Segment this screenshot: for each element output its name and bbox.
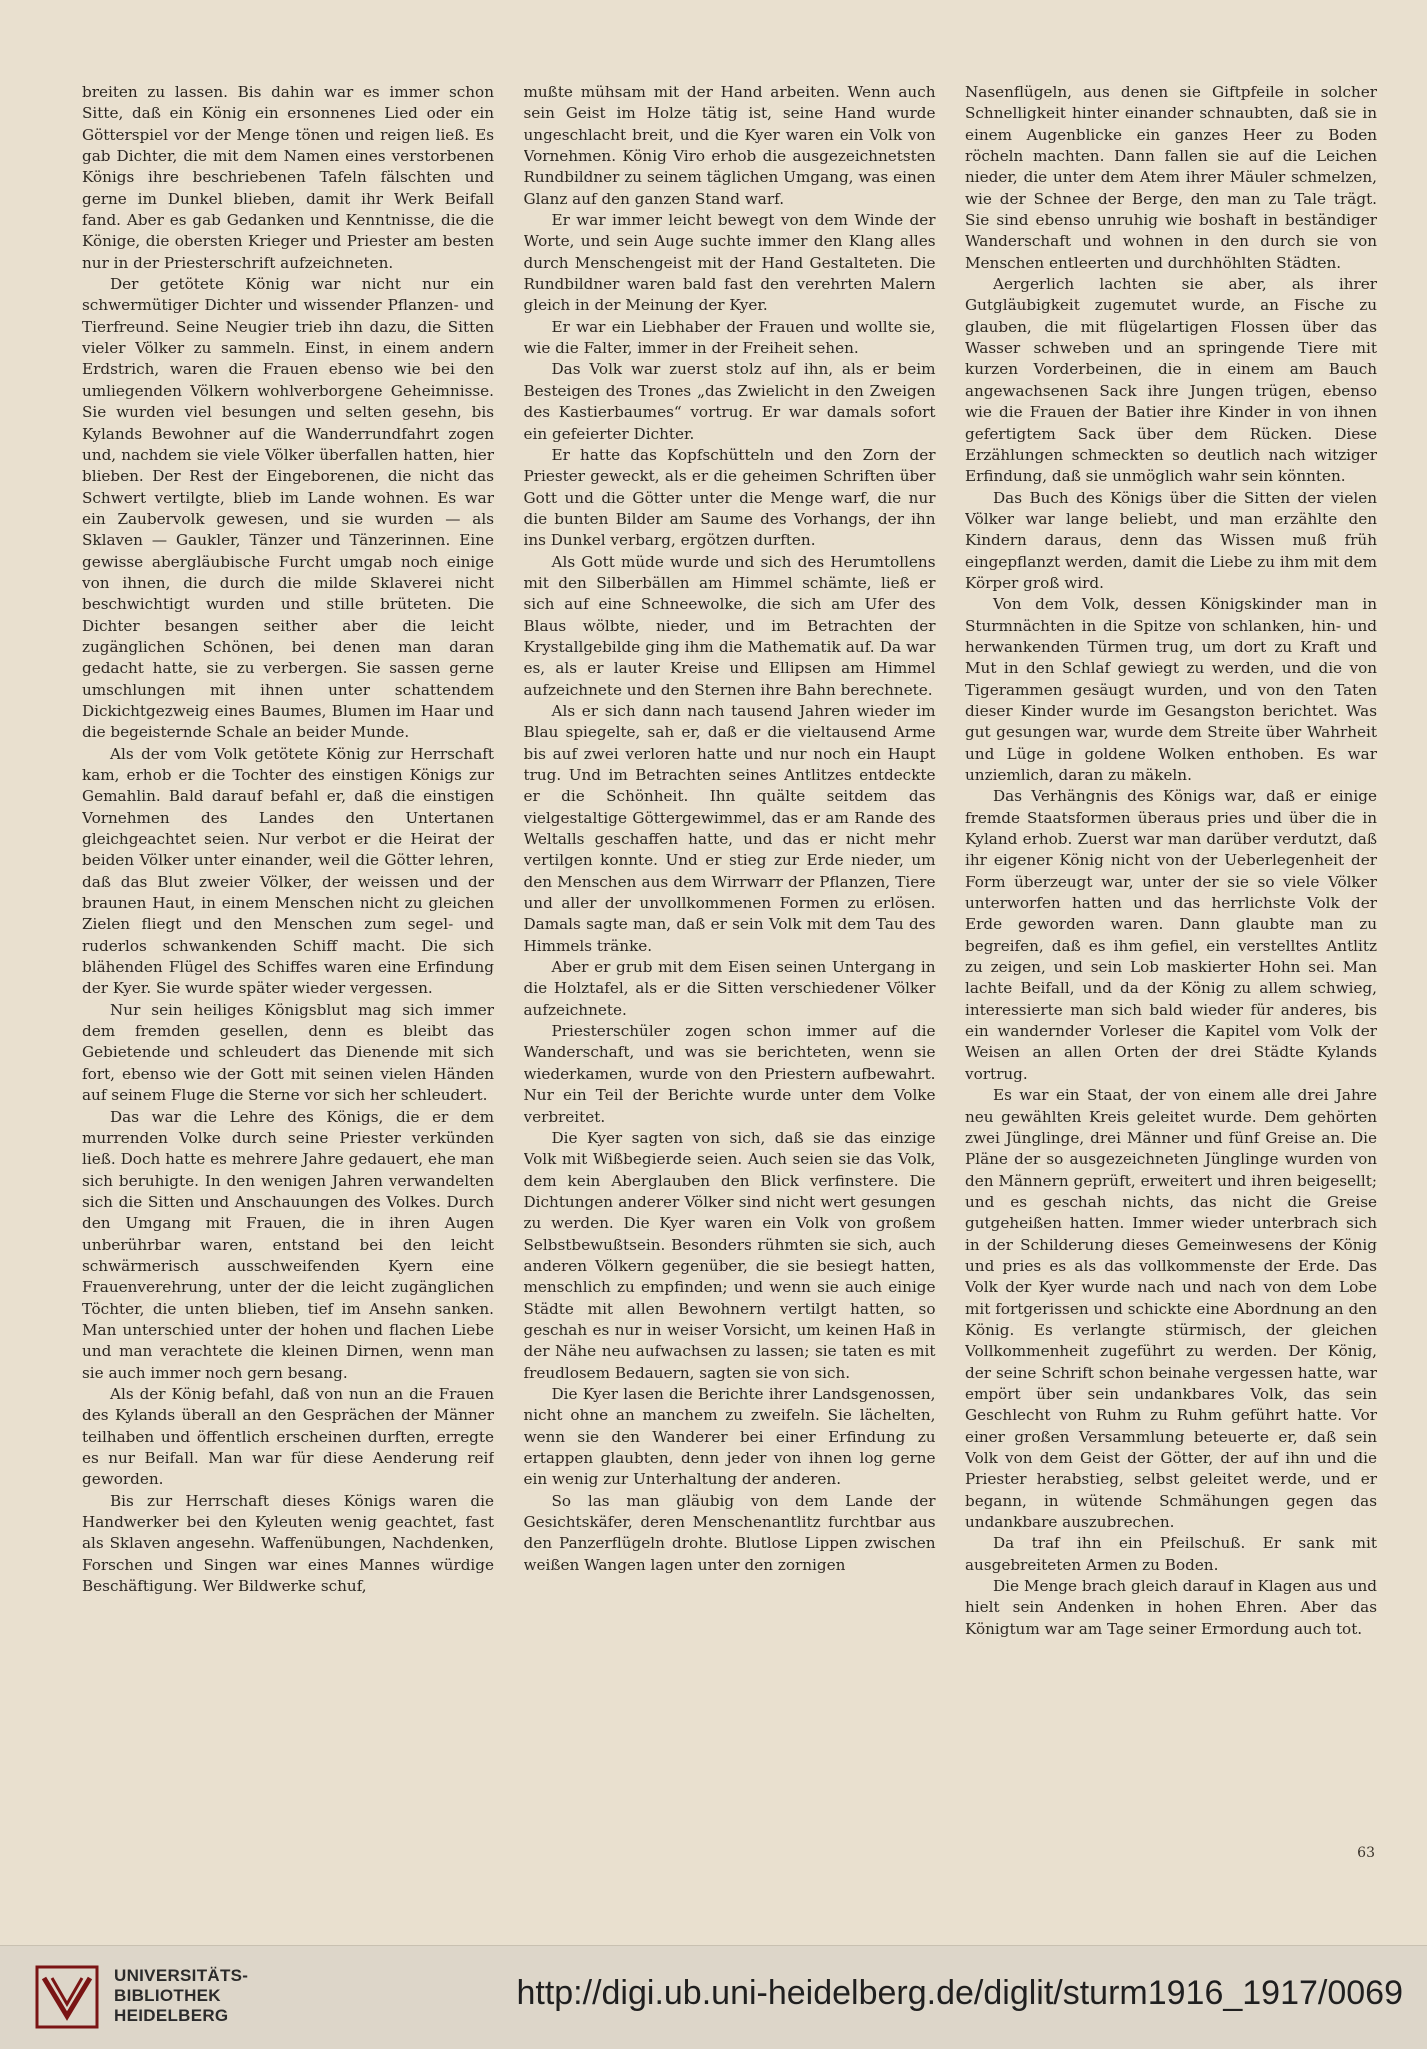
institution-line: UNIVERSITÄTS- [114,1966,249,1985]
paragraph: Die Kyer lasen die Berichte ihrer Landsgenossen, nicht ohne an manchem zu zweifeln. Sie lächelten, wenn sie den Wanderer bei einer Erfindung zu ertappen glaubten, denn jeder von ihnen log gerne ein wenig zur Unterhaltung der anderen. [523,1384,936,1489]
paragraph: Nasenflügeln, aus denen sie Giftpfeile in solcher Schnelligkeit hinter einander schnaubten, daß sie in einem Augenblicke ein ganzes Heer zu Boden röcheln machten. Dann fallen sie auf die Leichen nieder, die unter dem Atem ihrer Mäuler schmelzen, wie der Schnee der Berge, den man zu Tale trägt. Sie sind ebenso unruhig wie boshaft in beständiger Wanderschaft und wohnen in den durch sie von Menschen entleerten und durchhöhlten Städten. [965,83,1377,272]
paragraph: Er war ein Liebhaber der Frauen und wollte sie, wie die Falter, immer in der Freiheit sehen. [523,317,936,358]
paragraph: Er war immer leicht bewegt von dem Winde der Worte, und sein Auge suchte immer den Klang alles durch Menschengeist mit der Hand Gestalteten. Die Rundbildner waren bald fast den verehrten Malern gleich in der Meinung der Kyer. [523,211,936,315]
paragraph: Es war ein Staat, der von einem alle drei Jahre neu gewählten Kreis geleitet wurde. Dem gehörten zwei Jünglinge, drei Männer und fünf Greise an. Die Pläne der so ausgezeichneten Jünglinge wurden von den Männern geprüft, erweitert und ihren beigesellt; und es geschah nichts, das nicht die Greise gutgeheißen hatten. Immer wieder unterbrach sich in der Schilderung dieses Gemeinwesens der König und pries es als das vollkommenste der Erde. Das Volk der Kyer wurde nach und nach von dem Lobe mit fortgerissen und schickte eine Abordnung an den König. Es verlangte stürmisch, der gleichen Vollkommenheit zugeführt zu werden. Der König, der seine Schrift schon beinahe vergessen hatte, war empört über sein undankbares Volk, das sein Geschlecht von Ruhm zu Ruhm geführt hatte. Vor einer großen Versammlung beteuerte er, daß sein Volk von dem Geist der Götter, der auf ihn und die Priester herabstieg, selbst geleitet werde, und er begann, in wütende Schmähungen gegen das undankbare auszubrechen. [965,1086,1377,1532]
paragraph: Als der König befahl, daß von nun an die Frauen des Kylands überall an den Gesprächen der Männer teilhaben und öffentlich erscheinen durften, erregte es nur Beifall. Man war für diese Aenderung reif geworden. [82,1384,494,1489]
institution-line: HEIDELBERG [114,2006,229,2025]
paragraph: Aber er grub mit dem Eisen seinen Untergang in die Holztafel, als er die Sitten verschiedener Völker aufzeichnete. [523,958,936,1019]
paragraph: Da traf ihn ein Pfeilschuß. Er sank mit ausgebreiteten Armen zu Boden. [965,1534,1377,1574]
paragraph: mußte mühsam mit der Hand arbeiten. Wenn auch sein Geist im Holze tätig ist, seine Hand wurde ungeschlacht breit, und die Kyer waren ein Volk von Vornehmen. König Viro erhob die ausgezeichnetsten Rundbildner zu seinem täglichen Umgang, was einen Glanz auf den ganzen Stand warf. [523,83,936,208]
paragraph: Als der vom Volk getötete König zur Herrschaft kam, erhob er die Tochter des einstigen Königs zur Gemahlin. Bald darauf befahl er, daß die einstigen Vornehmen des Landes den Untertanen gleichgeachtet seien. Nur verbot er die Heirat der beiden Völker unter einander, weil die Götter lehren, daß das Blut zweier Völker, der weissen und der braunen Haut, in einem Menschen nicht zu gleichen Zielen fliegt und den Menschen zum segel- und ruderlos schwankenden Schiff macht. Die sich blähenden Flügel des Schiffes waren eine Erfindung der Kyer. Sie wurde später wieder vergessen. [82,744,494,998]
paragraph: Bis zur Herrschaft dieses Königs waren die Handwerker bei den Kyleuten wenig geachtet, fast als Sklaven angesehn. Waffenübungen, Nachdenken, Forschen und Singen war eines Mannes würdige Beschäftigung. Wer Bildwerke schuf, [82,1491,494,1596]
paragraph: Priesterschüler zogen schon immer auf die Wanderschaft, und was sie berichteten, wenn sie wiederkamen, wurde von den Priestern aufbewahrt. Nur ein Teil der Berichte wurde unter dem Volke verbreitet. [523,1022,936,1126]
university-seal-icon [34,1964,100,2030]
paragraph: Das war die Lehre des Königs, die er dem murrenden Volke durch seine Priester verkünden ließ. Doch hatte es mehrere Jahre gedauert, ehe man sich beruhigte. In den wenigen Jahren verwandelten sich die Sitten und Anschauungen des Volkes. Durch den Umgang mit Frauen, die in ihren Augen unberührbar waren, entstand bei den leicht schwärmerisch ausschweifenden Kyern eine Frauenverehrung, unter der die leicht zugänglichen Töchter, die unten blieben, tief im Ansehn sanken. Man unterschied unter der hohen und flachen Liebe und man verachtete die kleinen Dirnen, wenn man sie auch immer noch gern besang. [82,1107,494,1382]
footer-bar [0,1945,1427,2049]
paragraph: Als Gott müde wurde und sich des Herumtollens mit den Silberbällen am Himmel schämte, ließ er sich auf eine Schneewolke, die sich am Ufer des Blaus wölbte, nieder, und im Betrachten der Krystallgebilde ging ihm die Mathematik auf. Da war es, als er lauter Kreise und Ellipsen am Himmel aufzeichnete und den Sternen ihre Bahn berechnete. [523,552,936,699]
paragraph: Der getötete König war nicht nur ein schwermütiger Dichter und wissender Pflanzen- und Tierfreund. Seine Neugier trieb ihn dazu, die Sitten vieler Völker zu sammeln. Einst, in einem andern Erdstrich, waren die Frauen ebenso wie bei den umliegenden Völkern wohlverborgene Geheimnisse. Sie wurden viel besungen und selten gesehn, bis Kylands Bewohner auf die Wanderrundfahrt zogen und, nachdem sie viele Völker überfallen hatten, hier blieben. Der Rest der Eingeborenen, die nicht das Schwert vertilgte, blieb im Lande wohnen. Es war ein Zaubervolk gewesen, und sie wurden — als Sklaven — Gaukler, Tänzer und Tänzerinnen. Eine gewisse abergläubische Furcht umgab noch einige von ihnen, die durch die milde Sklaverei nicht beschwichtigt wurden und stille brüteten. Die Dichter besangen seither aber die leicht zugänglichen Schönen, bei denen man daran gedacht hatte, sie zu verbergen. Sie sassen gerne umschlungen mit ihnen unter schattendem Dickichtgezweig eines Baumes, Blumen im Haar und die begeisternde Schale an beider Munde. [82,275,494,742]
institution-line: BIBLIOTHEK [114,1986,221,2005]
column-3 [965,82,1377,1882]
paragraph: Das Volk war zuerst stolz auf ihn, als er beim Besteigen des Trones „das Zwielicht in den Zweigen des Kastierbaumes“ vortrug. Er war damals sofort ein gefeierter Dichter. [523,360,936,443]
paragraph: Von dem Volk, dessen Königskinder man in Sturmnächten in die Spitze von schlanken, hin- und herwankenden Türmen trug, um dort zu Kraft und Mut in den Schlaf gewiegt zu werden, und die von Tigerammen gesäugt wurden, und von den Taten dieser Kinder wurde im Gesangston berichtet. Was gut gesungen war, wurde dem Streite über Wahrheit und Lüge in goldene Wolken enthoben. Es war unziemlich, daran zu mäkeln. [965,595,1377,784]
paragraph: Er hatte das Kopfschütteln und den Zorn der Priester geweckt, als er die geheimen Schriften über Gott und die Götter unter die Menge warf, die nur die bunten Bilder am Saume des Vorhangs, der ihn ins Dunkel verbarg, ergötzen durften. [523,445,936,550]
column-1 [82,82,494,1882]
paragraph: Aergerlich lachten sie aber, als ihrer Gutgläubigkeit zugemutet wurde, an Fische zu glauben, die mit flügelartigen Flossen über das Wasser schweben und an springende Tiere mit kurzen Vorderbeinen, die in einem am Bauch angewachsenen Sack ihre Jungen trügen, ebenso wie die Frauen der Batier ihre Kinder in von ihnen gefertigtem Sack über dem Rücken. Diese Erzählungen schmeckten so deutlich nach witziger Erfindung, daß sie unmöglich wahr sein könnten. [965,275,1377,486]
page-number: 63 [1357,1845,1375,1861]
paragraph: So las man gläubig von dem Lande der Gesichtskäfer, deren Menschenantlitz furchtbar aus den Panzerflügeln drohte. Blutlose Lippen zwischen weißen Wangen lagen unter den zornigen [523,1491,936,1574]
paragraph: Das Buch des Königs über die Sitten der vielen Völker war lange beliebt, und man erzählte den Kindern daraus, denn das Wissen muß früh eingepflanzt werden, damit die Liebe zu ihm mit dem Körper groß wird. [965,488,1377,592]
institution-name [114,1966,248,2026]
paragraph: breiten zu lassen. Bis dahin war es immer schon Sitte, daß ein König ein ersonnenes Lied oder ein Götterspiel vor der Menge tönen und reigen ließ. Es gab Dichter, die mit dem Namen eines verstorbenen Königs ihre beschriebenen Tafeln fälschten und gerne im Dunkel blieben, damit ihr Werk Beifall fand. Aber es gab Gedanken und Kenntnisse, die die Könige, die obersten Krieger und Priester am besten nur in der Priesterschrift aufzeichneten. [82,83,494,272]
text-columns [82,82,1377,1882]
paragraph: Nur sein heiliges Königsblut mag sich immer dem fremden gesellen, denn es bleibt das Gebietende und schleudert das Dienende mit sich fort, ebenso wie der Gott mit seinen vielen Händen auf seinem Fluge die Sterne vor sich her schleudert. [82,1000,494,1105]
paragraph: Die Kyer sagten von sich, daß sie das einzige Volk mit Wißbegierde seien. Auch seien sie das Volk, dem kein Aberglauben den Blick verfinstere. Die Dichtungen anderer Völker sind nicht wert gesungen zu werden. Die Kyer waren ein Volk von großem Selbstbewußtsein. Besonders rühmten sie sich, auch anderen Völkern gegenüber, die sie besiegt hatten, menschlich zu empfinden; und wenn sie auch einige Städte mit allen Bewohnern vertilgt hatten, so geschah es nur in weiser Vorsicht, um keinen Haß in der Nähe neu aufwachsen zu lassen; sie taten es mit freudlosem Bedauern, sagten sie von sich. [523,1128,936,1382]
paragraph: Das Verhängnis des Königs war, daß er einige fremde Staatsformen überaus pries und über die in Kyland erhob. Zuerst war man darüber verdutzt, daß ihr eigener König nicht von der Ueberlegenheit der Form überzeugt war, unter der sie so viele Völker unterworfen hatten und das herrlichste Volk der Erde geworden waren. Dann glaubte man zu begreifen, daß es ihm gefiel, ein verstelltes Antlitz zu zeigen, und sein Lob maskierter Hohn sei. Man lachte Beifall, und da der König zu allem schwieg, interessierte man sich bald wieder für anderes, bis ein wandernder Vorleser die Kapitel vom Volk der Weisen an allen Orten der drei Städte Kylands vortrug. [965,787,1377,1083]
paragraph: Als er sich dann nach tausend Jahren wieder im Blau spiegelte, sah er, daß er die vieltausend Arme bis auf zwei verloren hatte und nur noch ein Haupt trug. Und im Betrachten seines Antlitzes entdeckte er die Schönheit. Ihn quälte seitdem das vielgestaltige Göttergewimmel, das er am Rande des Weltalls geschaffen hatte, und das er nicht mehr vertilgen konnte. Und er stieg zur Erde nieder, um den Menschen aus dem Wirrwarr der Pflanzen, Tiere und aller der unvollkommenen Formen zu erlösen. Damals sagte man, daß er sein Volk mit dem Tau des Himmels tränke. [523,701,936,955]
source-url[interactable]: http://digi.ub.uni-heidelberg.de/diglit/sturm1916_1917/0069 [516,1974,1403,2012]
paragraph: Die Menge brach gleich darauf in Klagen aus und hielt sein Andenken in hohen Ehren. Aber das Königtum war am Tage seiner Ermordung auch tot. [965,1577,1377,1638]
column-2 [524,82,936,1882]
